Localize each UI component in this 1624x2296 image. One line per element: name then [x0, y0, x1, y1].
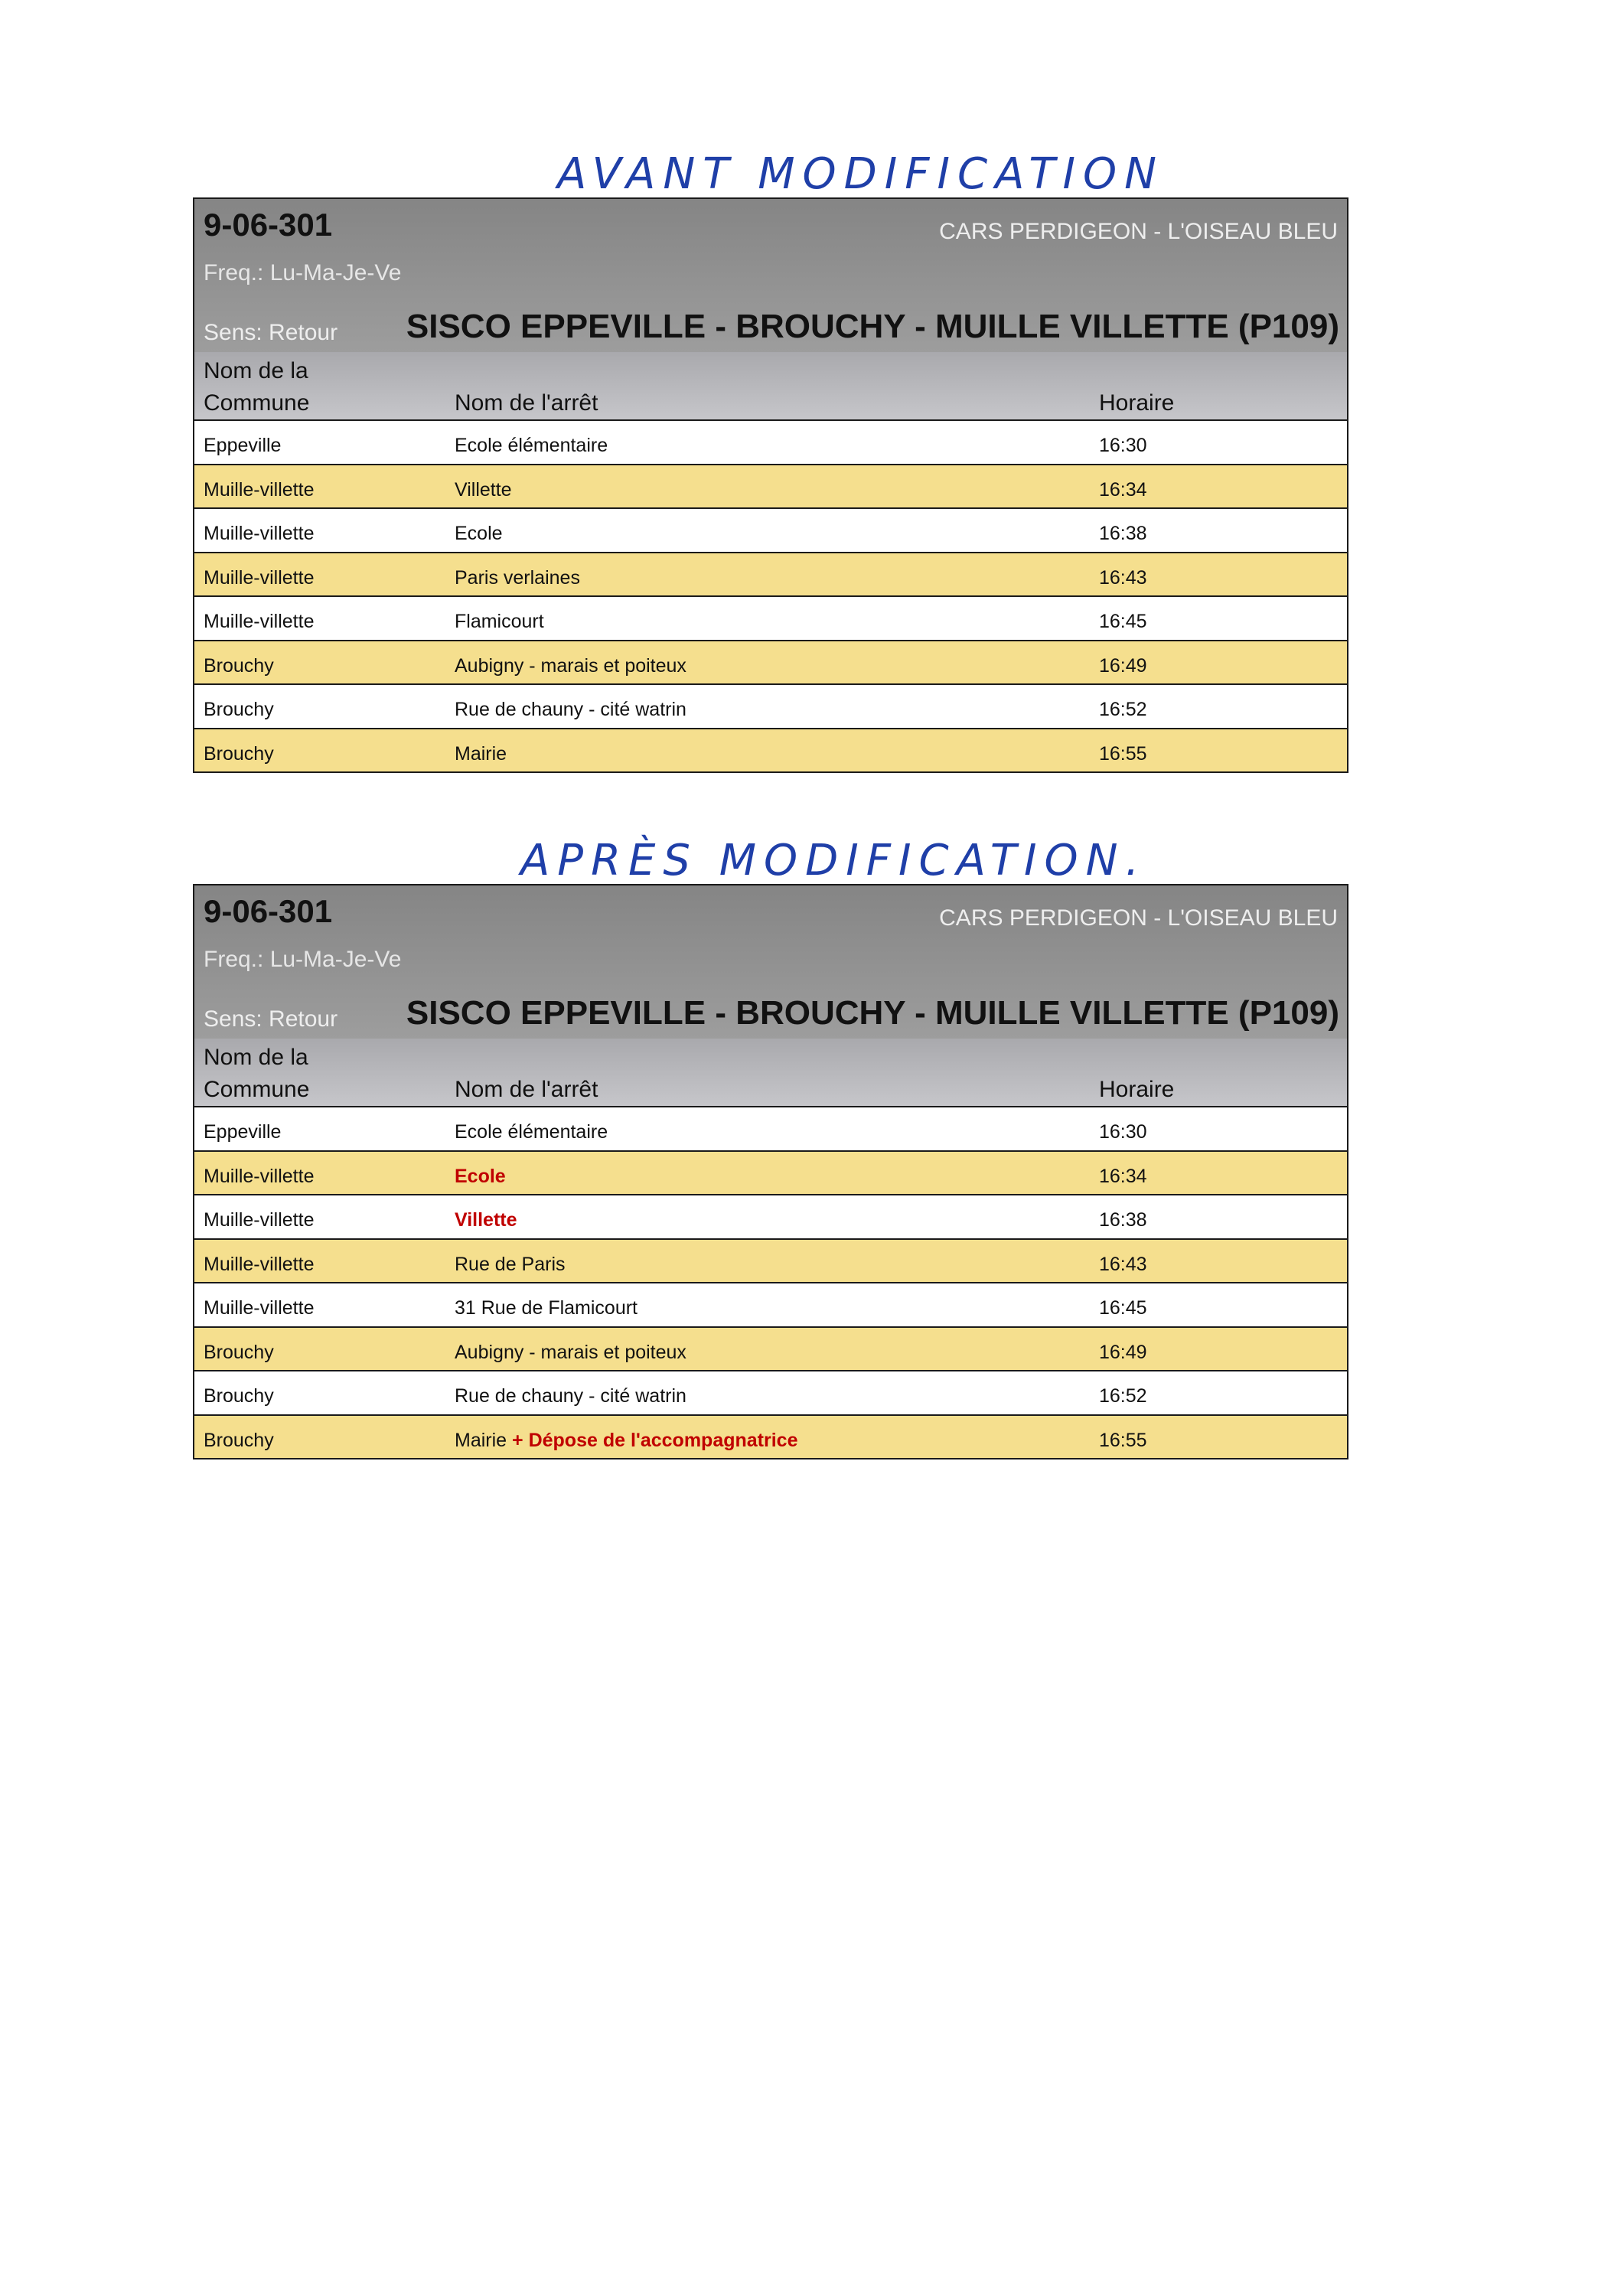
cell-horaire: 16:45: [1099, 611, 1147, 632]
operator-name: CARS PERDIGEON - L'OISEAU BLEU: [939, 219, 1338, 244]
cell-commune: Brouchy: [204, 1429, 274, 1451]
frequency: Freq.: Lu-Ma-Je-Ve: [204, 947, 402, 972]
table-row: [194, 1107, 1347, 1152]
table-row: [194, 1240, 1347, 1284]
cell-commune: Brouchy: [204, 742, 274, 765]
table-row: [194, 597, 1347, 641]
cell-horaire: 16:34: [1099, 478, 1147, 501]
cell-commune: Muille-villette: [204, 611, 315, 632]
cell-horaire: 16:52: [1099, 699, 1147, 720]
table-row: [194, 1283, 1347, 1328]
column-header-horaire: Horaire: [1099, 1077, 1175, 1102]
cell-commune: Muille-villette: [204, 523, 315, 544]
cell-commune: Eppeville: [204, 435, 282, 456]
column-header-arret: Nom de l'arrêt: [455, 1077, 598, 1102]
route-title: SISCO EPPEVILLE - BROUCHY - MUILLE VILLETTE (P109): [406, 994, 1339, 1032]
timetable-after: [193, 884, 1348, 1459]
table-row: [194, 729, 1347, 772]
cell-commune: Brouchy: [204, 654, 274, 677]
cell-horaire: 16:45: [1099, 1297, 1147, 1319]
cell-commune: Brouchy: [204, 1385, 274, 1407]
table-row: [194, 1195, 1347, 1240]
column-header-arret: Nom de l'arrêt: [455, 390, 598, 416]
cell-horaire: 16:55: [1099, 1429, 1147, 1451]
cell-arret: Rue de chauny - cité watrin: [455, 699, 686, 720]
cell-arret: Ecole: [455, 523, 503, 544]
cell-commune: Muille-villette: [204, 478, 315, 501]
operator-name: CARS PERDIGEON - L'OISEAU BLEU: [939, 905, 1338, 931]
table-row: [194, 1152, 1347, 1196]
column-headers: [194, 1039, 1347, 1107]
cell-horaire: 16:38: [1099, 1209, 1147, 1231]
table-row: [194, 1416, 1347, 1459]
cell-arret: Villette: [455, 478, 512, 501]
cell-arret-text: Mairie: [455, 1429, 507, 1451]
cell-horaire: 16:30: [1099, 1121, 1147, 1143]
cell-arret: Paris verlaines: [455, 566, 580, 589]
cell-arret-modified: Ecole: [455, 1165, 506, 1187]
cell-arret: 31 Rue de Flamicourt: [455, 1297, 638, 1319]
cell-horaire: 16:30: [1099, 435, 1147, 456]
route-title: SISCO EPPEVILLE - BROUCHY - MUILLE VILLETTE (P109): [406, 308, 1339, 345]
cell-commune: Muille-villette: [204, 566, 315, 589]
handwritten-title-before: AVANT MODIFICATION: [557, 149, 1165, 199]
direction: Sens: Retour: [204, 320, 338, 345]
cell-horaire: 16:55: [1099, 742, 1147, 765]
frequency: Freq.: Lu-Ma-Je-Ve: [204, 260, 402, 285]
table-row: [194, 465, 1347, 510]
cell-arret: Ecole élémentaire: [455, 435, 608, 456]
timetable-header: [194, 199, 1347, 352]
column-header-commune: Nom de la Commune: [204, 358, 310, 416]
line-code: 9-06-301: [204, 207, 333, 243]
cell-arret: Ecole élémentaire: [455, 1121, 608, 1143]
table-row: [194, 641, 1347, 686]
cell-commune: Eppeville: [204, 1121, 282, 1143]
cell-arret: Mairie: [455, 742, 507, 765]
cell-arret-modified: Villette: [455, 1209, 517, 1231]
column-header-commune: Nom de la Commune: [204, 1045, 310, 1102]
column-header-horaire: Horaire: [1099, 390, 1175, 416]
cell-commune: Brouchy: [204, 699, 274, 720]
cell-arret: Rue de Paris: [455, 1253, 566, 1275]
cell-horaire: 16:38: [1099, 523, 1147, 544]
table-row: [194, 553, 1347, 598]
table-row: [194, 685, 1347, 729]
cell-arret-with-note: [455, 1430, 797, 1452]
cell-arret: Flamicourt: [455, 611, 544, 632]
timetable-header: [194, 885, 1347, 1039]
cell-arret: Rue de chauny - cité watrin: [455, 1385, 686, 1407]
cell-commune: Muille-villette: [204, 1297, 315, 1319]
direction: Sens: Retour: [204, 1006, 338, 1032]
cell-arret: Aubigny - marais et poiteux: [455, 654, 686, 677]
cell-commune: Brouchy: [204, 1341, 274, 1363]
cell-arret-note: + Dépose de l'accompagnatrice: [512, 1429, 798, 1451]
cell-horaire: 16:43: [1099, 566, 1147, 589]
handwritten-title-after: APRÈS MODIFICATION.: [520, 836, 1147, 885]
cell-arret: Aubigny - marais et poiteux: [455, 1341, 686, 1363]
cell-horaire: 16:52: [1099, 1385, 1147, 1407]
table-row: [194, 509, 1347, 553]
cell-horaire: 16:49: [1099, 1341, 1147, 1363]
cell-horaire: 16:34: [1099, 1165, 1147, 1187]
line-code: 9-06-301: [204, 893, 333, 929]
cell-horaire: 16:43: [1099, 1253, 1147, 1275]
cell-commune: Muille-villette: [204, 1253, 315, 1275]
cell-commune: Muille-villette: [204, 1209, 315, 1231]
cell-commune: Muille-villette: [204, 1165, 315, 1187]
timetable-before: [193, 197, 1348, 773]
table-row: [194, 1371, 1347, 1416]
table-row: [194, 421, 1347, 465]
cell-horaire: 16:49: [1099, 654, 1147, 677]
table-row: [194, 1328, 1347, 1372]
column-headers: [194, 352, 1347, 421]
